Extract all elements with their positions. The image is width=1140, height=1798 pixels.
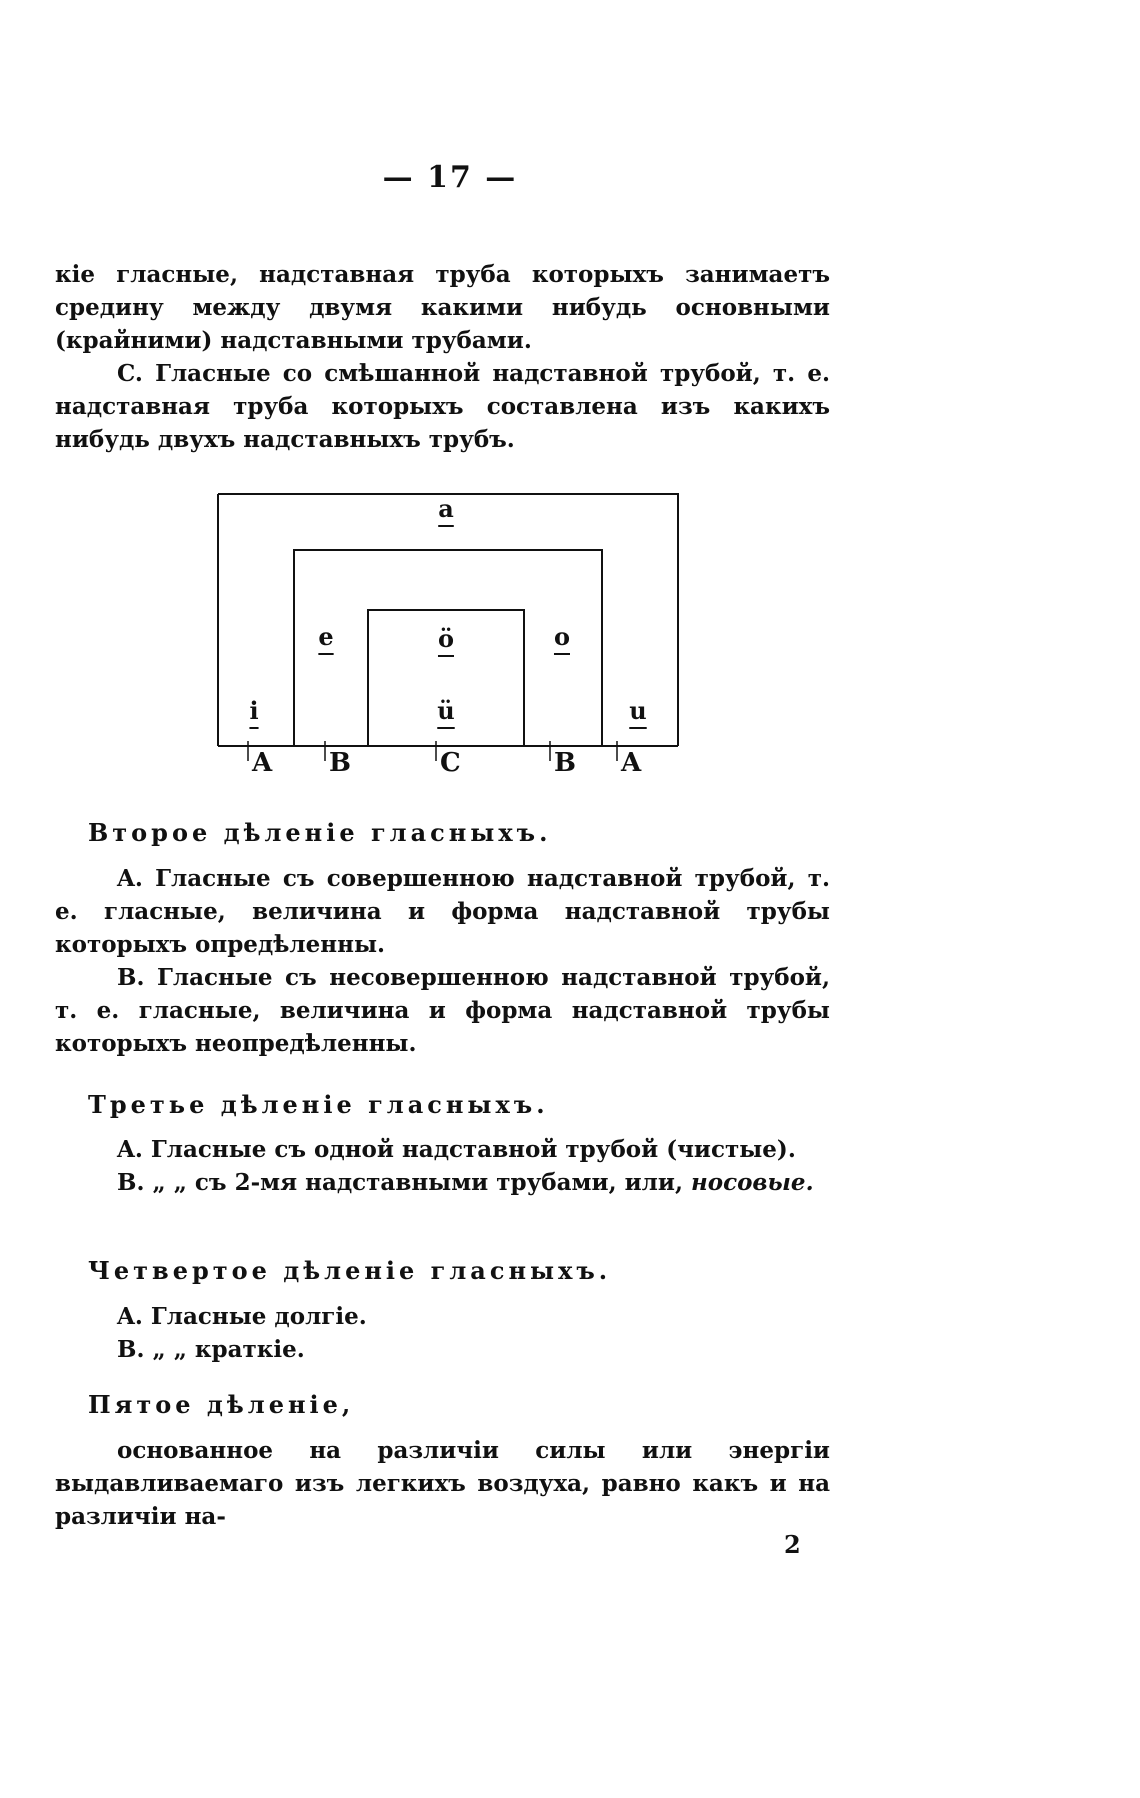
signature-mark: 2	[784, 1530, 801, 1559]
paragraph-4: B. Гласные съ несовершенною надставной трубой, т. е. гласные, величина и форма надставной трубы которыхъ неопредѣленны.	[55, 964, 830, 1057]
vowel-e: e	[318, 622, 334, 651]
paragraph-5: A. Гласные съ одной надставной трубой (чистые).	[117, 1136, 796, 1163]
bottom-label-a-left: A	[252, 748, 273, 778]
heading-fifth-division: Пятое дѣленіе,	[88, 1390, 355, 1419]
bottom-label-b-right: B	[554, 748, 576, 778]
paragraph-2: C. Гласные со смѣшанной надставной трубой, т. е. надставная труба которыхъ составлена изъ какихъ нибудь двухъ надставныхъ трубъ.	[55, 360, 830, 453]
vowel-a: a	[438, 494, 454, 523]
paragraph-3: A. Гласные съ совершенною надставной трубой, т. е. гласные, величина и форма надставной трубы которыхъ опредѣленны.	[55, 865, 830, 958]
vowel-oe: ö	[437, 624, 454, 653]
paragraph-6-italic: носовые.	[690, 1169, 814, 1196]
paragraph-6	[55, 1166, 830, 1199]
vowel-tube-diagram	[210, 486, 690, 796]
heading-fourth-division: Четвертое дѣленіе гласныхъ.	[88, 1256, 612, 1285]
paragraph-7: A. Гласные долгіе.	[117, 1303, 367, 1330]
third-division-body	[55, 1133, 830, 1199]
paragraph-continuation	[55, 258, 830, 456]
fourth-division-body	[55, 1300, 830, 1366]
heading-third-division: Третье дѣленіе гласныхъ.	[88, 1090, 549, 1119]
vowel-u: u	[629, 696, 647, 725]
fifth-division-body	[55, 1434, 830, 1533]
paragraph-9: основанное на различіи силы или энергіи выдавливаемаго изъ легкихъ воздуха, равно какъ и на различіи на-	[55, 1437, 830, 1530]
vowel-i: i	[249, 696, 259, 725]
bottom-label-a-right: A	[621, 748, 642, 778]
paragraph-8: B. „ „ краткіе.	[117, 1336, 305, 1363]
bottom-label-c: C	[440, 748, 461, 778]
heading-second-division: Второе дѣленіе гласныхъ.	[88, 818, 552, 847]
bottom-label-b-left: B	[329, 748, 351, 778]
paragraph-6-text: B. „ „ съ 2-мя надставными трубами, или,	[117, 1169, 691, 1196]
vowel-ue: ü	[437, 696, 455, 725]
vowel-o: o	[553, 622, 570, 651]
paragraph-1: кіе гласные, надставная труба которыхъ занимаетъ средину между двумя какими нибудь основными (крайними) надставными трубами.	[55, 261, 830, 354]
page-number: — 17 —	[382, 160, 518, 195]
second-division-body	[55, 862, 830, 1060]
